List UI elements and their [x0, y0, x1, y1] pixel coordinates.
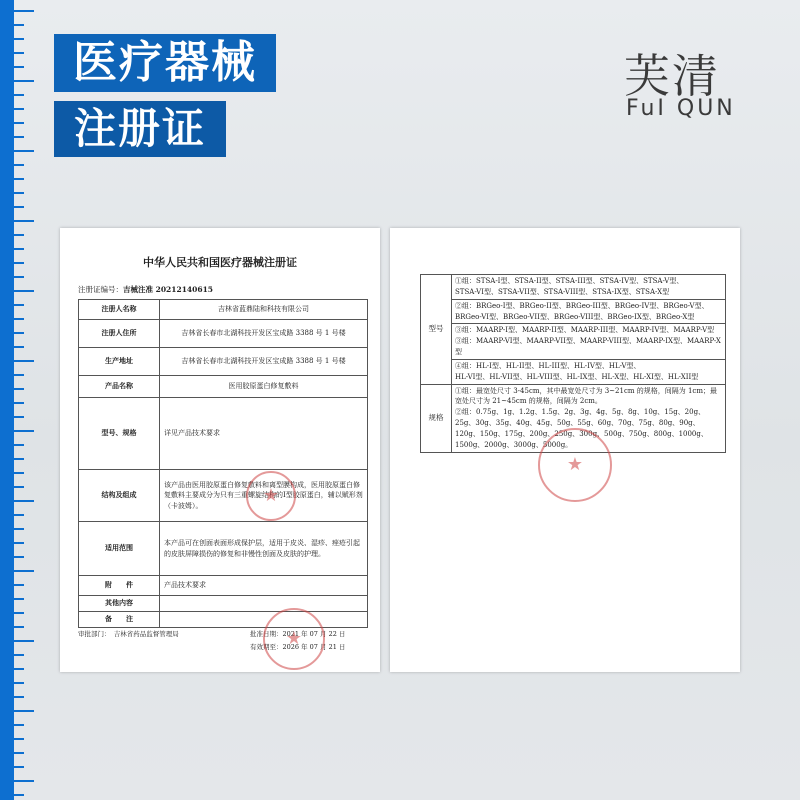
ruler-tick — [14, 766, 24, 768]
ruler-tick — [14, 514, 24, 516]
ruler-tick — [14, 388, 24, 390]
ruler-tick — [14, 192, 24, 194]
ruler-tick — [14, 360, 34, 362]
ruler-tick — [14, 696, 24, 698]
model-group — [452, 299, 726, 324]
ruler-tick — [14, 668, 24, 670]
approval-date: 批准日期：2021 年 07 月 22 日 — [250, 630, 346, 638]
ruler-tick — [14, 150, 34, 152]
official-seal-icon — [246, 471, 296, 521]
ruler-tick — [14, 612, 24, 614]
certificate-table — [78, 299, 368, 628]
ruler-bar — [0, 0, 14, 800]
model-group — [452, 359, 726, 384]
model-line: ②组：BRGeo-I型、BRGeo-II型、BRGeo-III型、BRGeo-IV型、BRGeo-V型、 — [455, 301, 709, 310]
ruler-tick — [14, 654, 24, 656]
model-group — [452, 324, 726, 360]
model-line: ④组：HL-I型、HL-II型、HL-III型、HL-IV型、HL-V型、 — [455, 361, 641, 370]
specification-table — [420, 274, 726, 453]
row-label: 产品名称 — [79, 376, 160, 398]
ruler-tick — [14, 332, 24, 334]
row-value: 详见产品技术要求 — [160, 398, 368, 470]
ruler-tick — [14, 164, 24, 166]
ruler-tick — [14, 290, 34, 292]
model-line: ①组：STSA-I型、STSA-II型、STSA-III型、STSA-IV型、STSA-V型、 — [455, 277, 684, 285]
registration-label: 注册证编号： — [78, 285, 123, 294]
model-line: BRGeo-VI型、BRGeo-VII型、BRGeo-VIII型、BRGeo-IX型、BRGeo-X型 — [455, 312, 695, 321]
ruler-tick — [14, 738, 24, 740]
row-label: 型号、规格 — [79, 398, 160, 470]
ruler-tick — [14, 24, 24, 26]
model-line: ③组：MAARP-VI型、MAARP-VII型、MAARP-VIII型、MAARP-IX型、MAARP-X型 — [455, 337, 721, 357]
row-value: 产品技术要求 — [160, 576, 368, 596]
hero-title-line1: 医疗器械 — [54, 34, 276, 92]
row-label: 注册人住所 — [79, 320, 160, 348]
row-label: 附 件 — [79, 576, 160, 596]
valid-until: 有效期至：2026 年 07 月 21 日 — [250, 643, 346, 651]
ruler-tick — [14, 570, 34, 572]
hero-title-line2: 注册证 — [54, 101, 226, 157]
row-value — [160, 596, 368, 612]
row-value: 吉林省长春市北湖科技开发区宝成路 3388 号 1 号楼 — [160, 320, 368, 348]
ruler-tick — [14, 122, 24, 124]
registration-number — [78, 284, 213, 295]
ruler-tick — [14, 556, 24, 558]
official-seal-icon — [263, 608, 325, 670]
ruler-tick — [14, 640, 34, 642]
official-seal-icon — [538, 428, 612, 502]
ruler-tick — [14, 584, 24, 586]
certificate-page — [60, 228, 380, 672]
ruler-tick — [14, 262, 24, 264]
row-value: 该产品由医用胶原蛋白修复敷料和离型膜构成，医用胶原蛋白修复敷料主要成分为只有三重螺旋结构的Ⅰ型胶原蛋白，辅以赋形剂（卡波姆）。 — [160, 470, 368, 522]
spec-line: ②组：0.75g、1g、1.2g、1.5g、2g、3g、4g、5g、8g、10g、15g、20g、25g、30g、35g、40g、45g、50g、55g、60g、70g、75g、80g、90g、120g、150g、175g、200g、250g、300g、500g、750g、800g、1000g、1500g、2000g、3000g、5000g。 — [455, 408, 708, 449]
row-value: 吉林省长春市北湖科技开发区宝成路 3388 号 1 号楼 — [160, 348, 368, 376]
ruler-tick — [14, 724, 24, 726]
row-label: 结构及组成 — [79, 470, 160, 522]
ruler-tick — [14, 206, 24, 208]
row-label: 生产地址 — [79, 348, 160, 376]
ruler-tick — [14, 416, 24, 418]
ruler-tick — [14, 234, 24, 236]
registration-value: 吉械注准 20212140615 — [123, 285, 214, 294]
spec-line: ①组：最宽处尺寸 3-45cm，其中最宽处尺寸为 3~21cm 的规格，间隔为 1cm；最宽处尺寸为 21~45cm 的规格，间隔为 2cm。 — [455, 386, 717, 406]
ruler-tick — [14, 38, 24, 40]
ruler-tick — [14, 52, 24, 54]
ruler-tick — [14, 94, 24, 96]
ruler-tick — [14, 318, 24, 320]
row-label: 注册人名称 — [79, 300, 160, 320]
ruler-tick — [14, 710, 34, 712]
row-value: 本产品可在创面表面形成保护层，适用于皮炎、湿疹、痤疮引起的皮肤屏障损伤的修复和非慢性创面及皮肤的护理。 — [160, 522, 368, 576]
ruler-tick — [14, 248, 24, 250]
ruler-tick — [14, 178, 24, 180]
ruler-tick — [14, 598, 24, 600]
ruler-tick — [14, 80, 34, 82]
ruler-tick — [14, 626, 24, 628]
model-label: 型号 — [421, 275, 452, 385]
ruler-tick — [14, 136, 24, 138]
model-line: ③组：MAARP-I型、MAARP-II型、MAARP-III型、MAARP-IV型、MAARP-V型 — [455, 326, 715, 335]
ruler-tick — [14, 374, 24, 376]
model-line: STSA-VI型、STSA-VII型、STSA-VIII型、STSA-IX型、STSA-X型 — [455, 287, 670, 296]
row-value: 医用胶原蛋白修复敷料 — [160, 376, 368, 398]
ruler-tick — [14, 780, 34, 782]
ruler-tick — [14, 682, 24, 684]
spec-label: 规格 — [421, 384, 452, 452]
ruler-tick — [14, 10, 34, 12]
row-label: 备 注 — [79, 612, 160, 628]
row-value — [160, 612, 368, 628]
ruler-tick — [14, 472, 24, 474]
row-value: 吉林省蓝鼎陆和科技有限公司 — [160, 300, 368, 320]
row-label: 适用范围 — [79, 522, 160, 576]
ruler-tick — [14, 444, 24, 446]
brand-logo-en: FuI QUN — [626, 96, 736, 121]
ruler-tick — [14, 500, 34, 502]
ruler-tick — [14, 458, 24, 460]
ruler-tick — [14, 542, 24, 544]
ruler-tick — [14, 528, 24, 530]
model-group — [452, 275, 726, 300]
ruler-tick — [14, 220, 34, 222]
specification-page — [390, 228, 740, 672]
ruler-tick — [14, 752, 24, 754]
brand-logo-cn: 芙清 — [624, 49, 720, 103]
ruler-tick — [14, 276, 24, 278]
model-line: HL-VI型、HL-VII型、HL-VIII型、HL-IX型、HL-X型、HL-XI型、HL-XII型 — [455, 372, 699, 381]
ruler-tick — [14, 794, 24, 796]
ruler-tick — [14, 66, 24, 68]
row-label: 其他内容 — [79, 596, 160, 612]
ruler-ticks — [14, 0, 36, 800]
ruler-tick — [14, 108, 24, 110]
certificate-title: 中华人民共和国医疗器械注册证 — [143, 256, 297, 269]
ruler-tick — [14, 430, 34, 432]
ruler-tick — [14, 402, 24, 404]
ruler-tick — [14, 304, 24, 306]
ruler-tick — [14, 346, 24, 348]
approval-authority: 审批部门： 吉林省药品监督管理局 — [78, 630, 179, 638]
ruler-tick — [14, 486, 24, 488]
